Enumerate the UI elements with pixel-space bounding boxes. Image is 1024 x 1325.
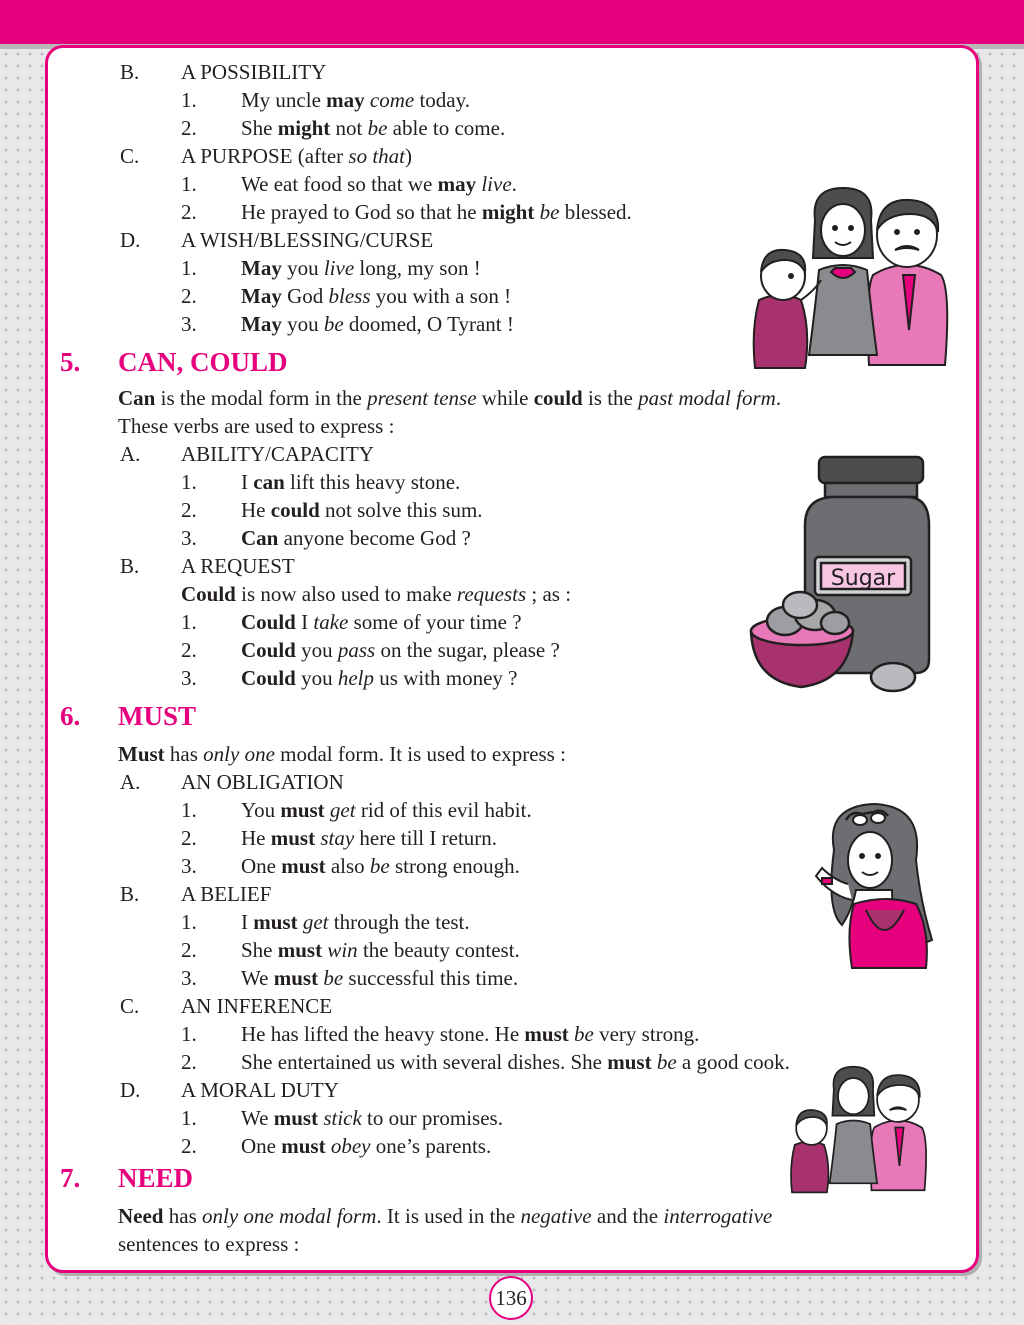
text-run: and the: [591, 1204, 664, 1228]
text-run: today.: [414, 88, 471, 112]
text-run: 2.: [181, 200, 197, 224]
example-sentence: [241, 908, 470, 936]
list-number: [181, 824, 197, 852]
text-run: C.: [120, 994, 140, 1018]
text-run: May: [241, 284, 282, 308]
text-run: obey: [330, 1134, 371, 1158]
text-run: very strong.: [593, 1022, 700, 1046]
text-run: present tense: [367, 386, 477, 410]
text-run: You: [241, 798, 281, 822]
list-marker: [120, 880, 139, 908]
example-sentence: [241, 1020, 699, 1048]
list-number: [181, 608, 197, 636]
text-run: ; as :: [526, 582, 572, 606]
list-number: [181, 468, 197, 496]
text-run: Could: [241, 638, 296, 662]
list-number: [181, 114, 197, 142]
subheading: [181, 440, 374, 468]
text-run: live: [323, 256, 355, 280]
text-run: on the sugar, please ?: [375, 638, 560, 662]
text-run: you: [281, 312, 324, 336]
text-run: successful this time.: [343, 966, 519, 990]
text-run: .: [775, 386, 782, 410]
list-number: [181, 1048, 197, 1076]
text-run: only one modal form: [202, 1204, 377, 1228]
subheading: [181, 552, 295, 580]
subheading: [181, 142, 412, 170]
text-run: can: [253, 470, 285, 494]
text-run: I: [295, 610, 314, 634]
text-run: A WISH/BLESSING/CURSE: [181, 228, 434, 252]
text-run: 1.: [181, 470, 197, 494]
list-number: [181, 1020, 197, 1048]
section-number: [60, 1162, 80, 1194]
text-run: We: [241, 966, 274, 990]
text-run: must: [277, 938, 323, 962]
text-run: Need: [118, 1204, 164, 1228]
text-run: B.: [120, 882, 140, 906]
text-run: anyone become God ?: [278, 526, 471, 550]
text-run: be: [656, 1050, 677, 1074]
text-run: is the: [582, 386, 639, 410]
section-heading: [118, 1162, 193, 1194]
text-run: 1.: [181, 1106, 197, 1130]
text-run: you with a son !: [370, 284, 512, 308]
text-run: My uncle: [241, 88, 327, 112]
text-run: 2.: [181, 938, 197, 962]
text-run: AN OBLIGATION: [181, 770, 344, 794]
text-run: must: [281, 1134, 326, 1158]
text-run: stick: [323, 1106, 362, 1130]
example-sentence: [241, 282, 511, 310]
text-run: has: [163, 1204, 202, 1228]
text-run: 2.: [181, 116, 197, 140]
text-run: A REQUEST: [181, 554, 295, 578]
text-run: One: [241, 1134, 282, 1158]
sugar-jar-illustration: [745, 455, 930, 695]
text-run: B.: [120, 60, 140, 84]
text-run: She: [241, 116, 278, 140]
subheading: [181, 768, 344, 796]
text-run: Could: [241, 666, 296, 690]
list-number: [181, 198, 197, 226]
text-run: A PURPOSE (after: [181, 144, 349, 168]
text-run: be: [323, 966, 344, 990]
text-run: get: [329, 798, 356, 822]
example-sentence: [241, 496, 483, 524]
list-number: [181, 170, 197, 198]
example-sentence: [241, 1104, 503, 1132]
text-run: bless: [328, 284, 371, 308]
text-run: requests: [456, 582, 527, 606]
text-run: 1.: [181, 798, 197, 822]
section-heading: [118, 346, 288, 378]
text-run: 1.: [181, 910, 197, 934]
text-run: 3.: [181, 854, 197, 878]
text-run: We: [241, 1106, 274, 1130]
text-run: through the test.: [328, 910, 470, 934]
subheading: [181, 58, 326, 86]
text-run: A.: [120, 770, 141, 794]
text-run: must: [270, 826, 316, 850]
list-number: [181, 636, 197, 664]
paragraph-text: [118, 1230, 299, 1258]
text-run: May: [241, 256, 282, 280]
text-run: to our promises.: [361, 1106, 503, 1130]
text-run: get: [302, 910, 329, 934]
text-run: past modal form: [638, 386, 776, 410]
list-marker: [120, 1076, 140, 1104]
text-run: could: [533, 386, 583, 410]
text-run: 1.: [181, 88, 197, 112]
list-number: [181, 964, 197, 992]
text-run: ): [405, 144, 413, 168]
text-run: He: [241, 498, 271, 522]
text-run: negative: [520, 1204, 592, 1228]
text-run: interrogative: [663, 1204, 773, 1228]
example-sentence: [241, 964, 518, 992]
family-blessing-illustration: [745, 180, 960, 370]
paragraph-text: [118, 412, 394, 440]
text-run: 3.: [181, 966, 197, 990]
paragraph-text: [118, 1202, 772, 1230]
text-run: Can: [118, 386, 156, 410]
text-run: be: [323, 312, 344, 336]
text-run: modal form. It is used to express :: [274, 742, 566, 766]
example-sentence: [241, 310, 514, 338]
text-run: strong enough.: [389, 854, 520, 878]
example-sentence: [241, 254, 481, 282]
text-run: may: [437, 172, 477, 196]
text-run: Could: [181, 582, 236, 606]
example-sentence: [241, 1132, 491, 1160]
example-sentence: [241, 1048, 790, 1076]
example-sentence: [241, 636, 560, 664]
text-run: rid of this evil habit.: [355, 798, 532, 822]
text-run: lift this heavy stone.: [284, 470, 461, 494]
section-number: [60, 700, 80, 732]
text-run: some of your time ?: [348, 610, 522, 634]
list-number: [181, 86, 197, 114]
text-run: must: [273, 966, 319, 990]
text-run: long, my son !: [354, 256, 481, 280]
text-run: 2.: [181, 1134, 197, 1158]
paragraph-text: [118, 740, 566, 768]
text-run: A POSSIBILITY: [181, 60, 327, 84]
text-run: Must: [118, 742, 165, 766]
list-number: [181, 796, 197, 824]
list-number: [181, 254, 197, 282]
example-sentence: [241, 852, 520, 880]
text-run: 2.: [181, 498, 197, 522]
text-run: I: [241, 470, 254, 494]
text-run: 2.: [181, 826, 197, 850]
list-marker: [120, 58, 139, 86]
example-sentence: [241, 198, 632, 226]
section-heading: [118, 700, 196, 732]
text-run: 7.: [60, 1163, 81, 1193]
example-sentence: [241, 824, 497, 852]
example-sentence: [241, 796, 532, 824]
text-run: you: [295, 638, 338, 662]
text-run: is the modal form in the: [155, 386, 368, 410]
text-run: 3.: [181, 526, 197, 550]
text-run: stay: [320, 826, 355, 850]
text-run: NEED: [118, 1163, 194, 1193]
example-sentence: [241, 86, 470, 114]
text-run: only one: [203, 742, 275, 766]
text-run: be: [369, 854, 390, 878]
list-number: [181, 524, 197, 552]
text-run: has: [164, 742, 204, 766]
text-run: . It is used in the: [376, 1204, 521, 1228]
text-run: He has lifted the heavy stone. He: [241, 1022, 525, 1046]
example-sentence: [241, 936, 520, 964]
text-run: 2.: [181, 284, 197, 308]
example-sentence: [241, 608, 522, 636]
woman-thinking-illustration: [812, 800, 937, 970]
text-run: Can: [241, 526, 279, 550]
example-sentence: [241, 170, 517, 198]
text-run: sentences to express :: [118, 1232, 300, 1256]
text-run: not: [330, 116, 368, 140]
text-run: the beauty contest.: [357, 938, 520, 962]
text-run: .: [511, 172, 517, 196]
list-number: [181, 1104, 197, 1132]
text-run: here till I return.: [354, 826, 498, 850]
text-run: May: [241, 312, 282, 336]
text-run: MUST: [118, 701, 197, 731]
text-run: 3.: [181, 666, 197, 690]
text-run: be: [539, 200, 560, 224]
text-run: pass: [337, 638, 376, 662]
text-run: She: [241, 938, 278, 962]
list-marker: [120, 768, 140, 796]
text-run: 1.: [181, 1022, 197, 1046]
text-run: He prayed to God so that he: [241, 200, 482, 224]
text-run: She entertained us with several dishes. She: [241, 1050, 608, 1074]
text-run: blessed.: [559, 200, 632, 224]
example-sentence: [241, 524, 471, 552]
page-number: 136: [489, 1276, 533, 1320]
text-run: 1.: [181, 610, 197, 634]
text-run: is now also used to make: [235, 582, 457, 606]
text-run: us with money ?: [374, 666, 518, 690]
text-run: A.: [120, 442, 141, 466]
subheading: [181, 226, 433, 254]
text-run: These verbs are used to express :: [118, 414, 395, 438]
subheading: [181, 992, 332, 1020]
text-run: ABILITY/CAPACITY: [181, 442, 374, 466]
text-run: 5.: [60, 347, 81, 377]
list-number: [181, 282, 197, 310]
text-run: C.: [120, 144, 140, 168]
text-run: one’s parents.: [370, 1134, 492, 1158]
text-run: must: [607, 1050, 652, 1074]
list-number: [181, 496, 197, 524]
text-run: CAN, COULD: [118, 347, 288, 377]
list-number: [181, 852, 197, 880]
family-small-illustration: [785, 1055, 935, 1200]
text-run: must: [280, 798, 325, 822]
list-number: [181, 936, 197, 964]
text-run: I: [241, 910, 254, 934]
list-marker: [120, 552, 139, 580]
sugar-label: Sugar: [830, 566, 896, 591]
text-run: 2.: [181, 638, 197, 662]
subheading: [181, 1076, 339, 1104]
text-run: He: [241, 826, 271, 850]
paragraph-text: [181, 580, 571, 608]
list-marker: [120, 440, 140, 468]
text-run: D.: [120, 1078, 141, 1102]
example-sentence: [241, 468, 460, 496]
text-run: take: [313, 610, 349, 634]
example-sentence: [241, 664, 518, 692]
text-run: win: [327, 938, 358, 962]
list-number: [181, 1132, 197, 1160]
text-run: must: [273, 1106, 319, 1130]
paragraph-text: [118, 384, 781, 412]
text-run: come: [369, 88, 415, 112]
text-run: A BELIEF: [181, 882, 272, 906]
text-run: a good cook.: [676, 1050, 790, 1074]
text-run: 2.: [181, 1050, 197, 1074]
section-number: [60, 346, 80, 378]
text-run: might: [277, 116, 331, 140]
text-run: One: [241, 854, 282, 878]
text-run: God: [281, 284, 329, 308]
text-run: may: [326, 88, 365, 112]
text-run: so that: [348, 144, 406, 168]
text-run: We eat food so that we: [241, 172, 438, 196]
text-run: help: [337, 666, 375, 690]
text-run: AN INFERENCE: [181, 994, 333, 1018]
subheading: [181, 880, 271, 908]
text-run: be: [574, 1022, 594, 1046]
text-run: able to come.: [387, 116, 506, 140]
text-run: also: [325, 854, 370, 878]
text-run: doomed, O Tyrant !: [343, 312, 514, 336]
list-number: [181, 664, 197, 692]
list-marker: [120, 226, 140, 254]
text-run: Could: [241, 610, 296, 634]
text-run: must: [281, 854, 326, 878]
list-marker: [120, 142, 139, 170]
text-run: while: [476, 386, 534, 410]
text-run: 1.: [181, 172, 197, 196]
text-run: 3.: [181, 312, 197, 336]
text-run: B.: [120, 554, 140, 578]
text-run: live: [481, 172, 512, 196]
text-run: you: [281, 256, 324, 280]
text-run: must: [524, 1022, 569, 1046]
example-sentence: [241, 114, 505, 142]
text-run: D.: [120, 228, 141, 252]
text-run: could: [270, 498, 320, 522]
text-run: A MORAL DUTY: [181, 1078, 339, 1102]
text-run: must: [253, 910, 298, 934]
text-run: 6.: [60, 701, 81, 731]
text-run: not solve this sum.: [319, 498, 483, 522]
list-number: [181, 908, 197, 936]
text-run: 1.: [181, 256, 197, 280]
text-run: be: [367, 116, 388, 140]
text-run: might: [481, 200, 535, 224]
list-number: [181, 310, 197, 338]
list-marker: [120, 992, 139, 1020]
text-run: you: [295, 666, 338, 690]
